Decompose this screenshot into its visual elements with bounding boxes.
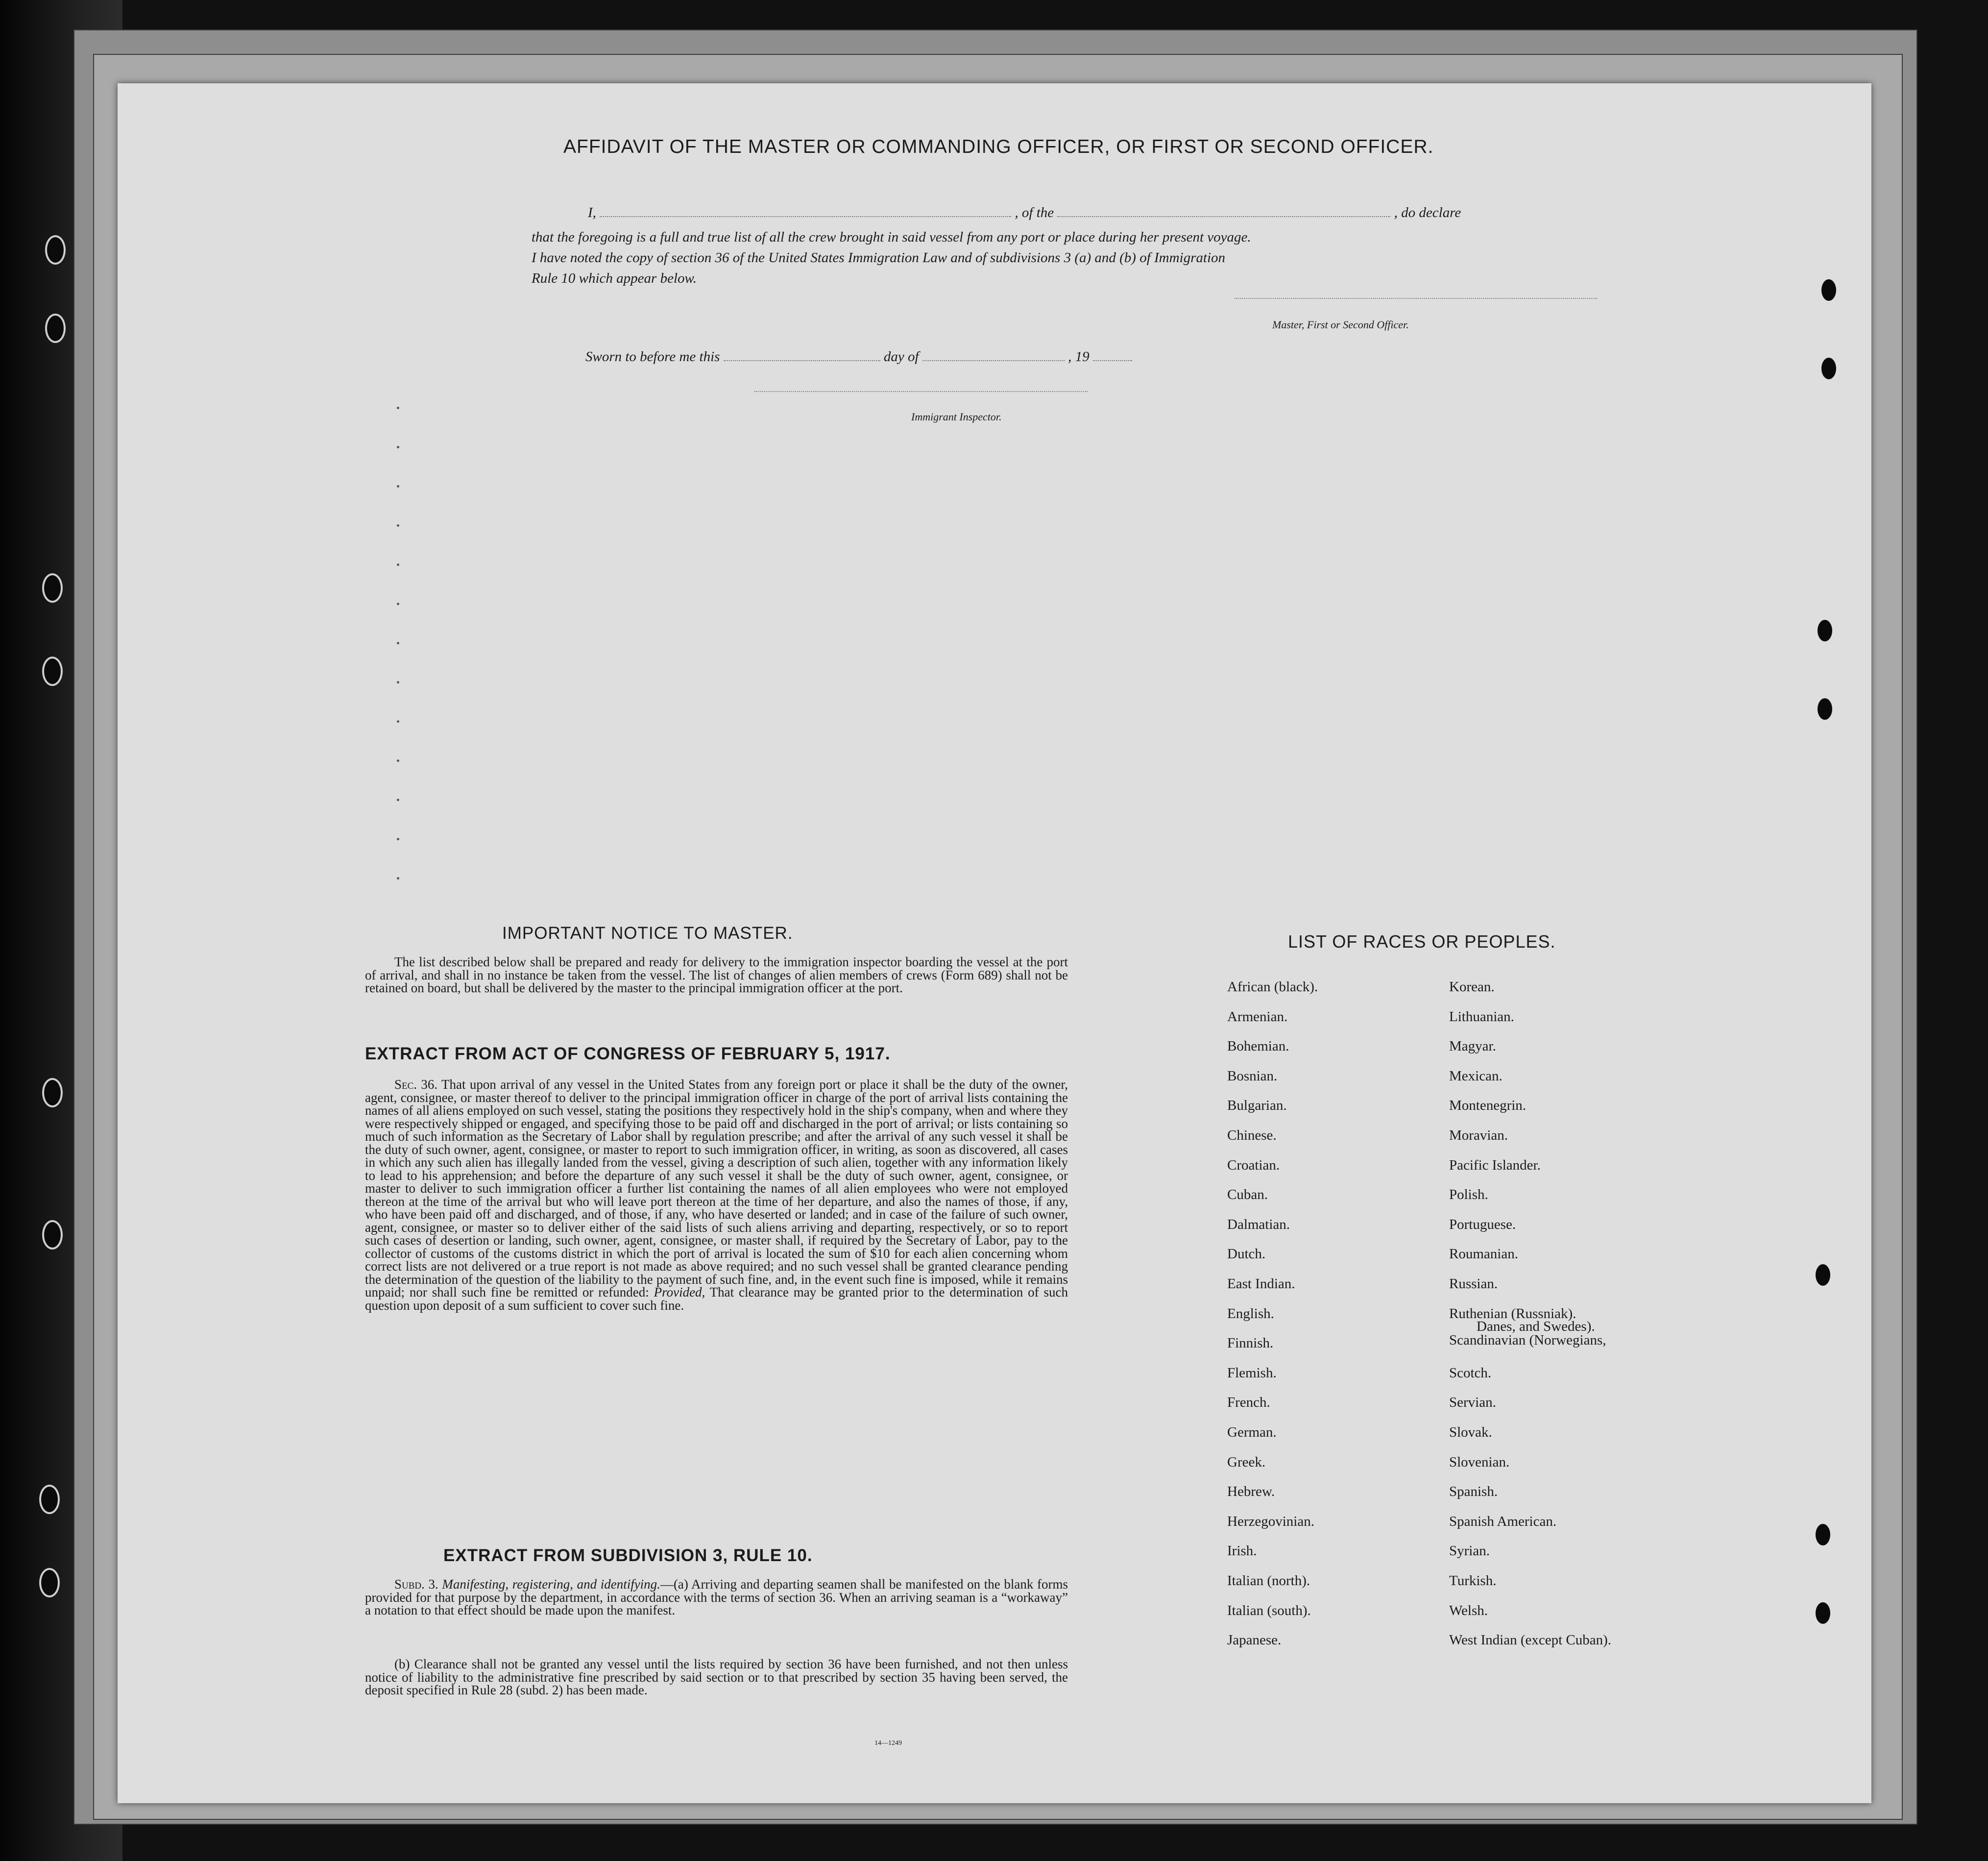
binder-hole	[39, 1568, 60, 1597]
affidavit-title: AFFIDAVIT OF THE MASTER OR COMMANDING OFFICER, OR FIRST OR SECOND OFFICER.	[563, 136, 1434, 157]
race-item: Italian (south).	[1227, 1602, 1311, 1618]
manifest-page	[118, 83, 1871, 1803]
race-item: Chinese.	[1227, 1127, 1277, 1143]
race-item: Flemish.	[1227, 1365, 1277, 1381]
binder-hole	[42, 657, 63, 686]
race-item: Herzegovinian.	[1227, 1513, 1314, 1529]
race-item: Servian.	[1449, 1395, 1496, 1411]
race-item: Turkish.	[1449, 1573, 1497, 1589]
sworn-line	[585, 349, 1132, 365]
races-title: LIST OF RACES OR PEOPLES.	[1288, 931, 1556, 952]
race-item: Spanish.	[1449, 1484, 1498, 1500]
binder-hole	[42, 1078, 63, 1107]
act-provided: Provided,	[654, 1285, 705, 1299]
punch-hole	[1818, 698, 1832, 720]
binder-hole	[45, 314, 66, 343]
race-item: Dalmatian.	[1227, 1216, 1290, 1232]
punch-hole	[1821, 279, 1836, 301]
affidavit-declare: , do declare	[1394, 205, 1461, 220]
binder-hole	[42, 1220, 63, 1249]
sworn-day-field[interactable]	[724, 360, 880, 361]
margin-dot	[397, 603, 399, 605]
race-item: Korean.	[1449, 979, 1495, 995]
race-item: Roumanian.	[1449, 1246, 1518, 1262]
race-item: East Indian.	[1227, 1276, 1295, 1292]
act-body-end: That clearance may be granted prior to the determination of such question upon deposit of a sum sufficient to cover such fine.	[365, 1285, 1068, 1313]
act-body	[365, 1078, 1068, 1312]
race-item: Welsh.	[1449, 1602, 1488, 1618]
race-item: Moravian.	[1449, 1127, 1508, 1143]
rule-subd-title: Manifesting, registering, and identifying.	[442, 1577, 660, 1592]
margin-dot	[397, 799, 399, 801]
race-item: Finnish.	[1227, 1335, 1274, 1351]
act-section-label: Sec. 36.	[394, 1077, 438, 1092]
sworn-text: Sworn to before me this	[585, 349, 720, 365]
race-item: English.	[1227, 1305, 1274, 1322]
punch-hole	[1816, 1524, 1830, 1545]
race-item: Slovenian.	[1449, 1454, 1510, 1470]
margin-dot	[397, 681, 399, 684]
race-item: Russian.	[1449, 1276, 1498, 1292]
year-text: , 19	[1068, 349, 1090, 365]
race-item: Bosnian.	[1227, 1068, 1278, 1084]
race-item: Slovak.	[1449, 1424, 1492, 1440]
affidavit-line-4: Rule 10 which appear below.	[532, 270, 697, 286]
rule-para-b: (b) Clearance shall not be granted any vessel until the lists required by section 36 have been furnished, and not then unless notice of liability to the administrative fine prescribed by said section or to that prescribed by section 35 having been served, the deposit specified in Rule 28 (subd. 2) has been made.	[365, 1657, 1068, 1697]
margin-dot	[397, 485, 399, 488]
affidavit-line-1	[588, 205, 1461, 221]
punch-hole	[1816, 1602, 1830, 1624]
notice-heading: IMPORTANT NOTICE TO MASTER.	[502, 924, 793, 943]
race-item: African (black).	[1227, 979, 1318, 995]
race-item: Syrian.	[1449, 1543, 1490, 1559]
race-item: Portuguese.	[1449, 1216, 1516, 1232]
signature-caption: Master, First or Second Officer.	[1272, 318, 1409, 331]
rule-subd-label: Subd. 3.	[394, 1577, 438, 1592]
margin-dot	[397, 446, 399, 448]
race-item: Croatian.	[1227, 1157, 1280, 1173]
act-heading: EXTRACT FROM ACT OF CONGRESS OF FEBRUARY 5, 1917.	[365, 1044, 891, 1063]
race-item: Ruthenian (Russniak).	[1449, 1305, 1576, 1322]
race-item: Magyar.	[1449, 1038, 1496, 1054]
race-item: Pacific Islander.	[1449, 1157, 1541, 1173]
day-of-text: day of	[883, 349, 919, 365]
race-item: Bulgarian.	[1227, 1098, 1287, 1114]
margin-dot	[397, 563, 399, 566]
margin-dot	[397, 407, 399, 409]
margin-dot	[397, 642, 399, 644]
race-item: Spanish American.	[1449, 1513, 1557, 1529]
race-item: West Indian (except Cuban).	[1449, 1632, 1612, 1648]
master-signature-line[interactable]	[1235, 298, 1597, 299]
race-item: Montenegrin.	[1449, 1098, 1527, 1114]
race-item: German.	[1227, 1424, 1277, 1440]
race-item: Japanese.	[1227, 1632, 1282, 1648]
race-item: Bohemian.	[1227, 1038, 1289, 1054]
affidavit-line-2: that the foregoing is a full and true list of all the crew brought in said vessel from any port or place during her present voyage.	[532, 229, 1251, 245]
race-item: Greek.	[1227, 1454, 1266, 1470]
margin-dot	[397, 877, 399, 880]
margin-dot	[397, 524, 399, 527]
margin-dot	[397, 720, 399, 723]
binder-hole	[42, 573, 63, 603]
form-number: 14—1249	[874, 1739, 902, 1747]
margin-dot	[397, 759, 399, 762]
rule-para-a-text: —(a) Arriving and departing seamen shall be manifested on the blank forms provided for that purpose by the department, in accordance with the terms of section 36. When an arriving seaman is a “workaway” a notation to that effect should be made upon the manifest.	[365, 1577, 1068, 1617]
race-item: Scandinavian (Norwegians,	[1449, 1332, 1606, 1348]
punch-hole	[1818, 620, 1832, 641]
rule-para-a	[365, 1578, 1068, 1617]
race-item: Scotch.	[1449, 1365, 1492, 1381]
punch-hole	[1816, 1264, 1830, 1286]
race-item: Danes, and Swedes).	[1477, 1318, 1595, 1334]
sworn-year-field[interactable]	[1093, 360, 1132, 361]
act-body-text: That upon arrival of any vessel in the United States from any foreign port or place it shall be the duty of the owner, agent, consignee, or master thereof to deliver to the principal immigration officer in charge of the port of arrival lists containing the names of all aliens employed on such vessel, stating the positions they respectively hold in the ship's company, when and where they were respectively shipped or engaged, and specifying those to be paid off and discharged in the port of arrival; or lists containing so much of such information as the Secretary of Labor shall by regulation prescribe; and after the arrival of any such vessel it shall be the duty of such owner, agent, consignee, or master to report to such immigration officer, in writing, as soon as discovered, all cases in which any such alien has illegally landed from the vessel, giving a description of such alien, together with any information likely to lead to his apprehension; and before the departure of any such vessel it shall be the duty of such owner, agent, consignee, or master to deliver to such immigration officer a further list containing the names of all alien employees who were not employed thereon at the time of the arrival but who will leave port thereon at the time of her departure, and also the names of those, if any, who have been paid off and discharged, and of those, if any, who have deserted or landed; and in case of the failure of such owner, agent, consignee, or master so to deliver either of the said lists of such aliens arriving and departing, respectively, or so to report such cases of desertion or landing, such owner, agent, consignee, or master shall, if required by the Secretary of Labor, pay to the collector of customs of the customs district in which the port of arrival is located the sum of $10 for each alien concerning whom correct lists are not delivered or a true report is not made as above required; and no such vessel shall be granted clearance pending the determination of the question of the liability to the payment of such fine, and, in the event such fine is imposed, while it remains unpaid; nor shall such fine be remitted or refunded:	[365, 1077, 1068, 1299]
notice-body: The list described below shall be prepared and ready for delivery to the immigration inspector boarding the vessel at the port of arrival, and shall in no instance be taken from the vessel. The list of changes of alien members of crews (Form 689) shall not be retained on board, but shall be delivered by the master to the principal immigration officer at the port.	[365, 955, 1068, 995]
race-item: Irish.	[1227, 1543, 1257, 1559]
race-item: Cuban.	[1227, 1187, 1268, 1203]
rule-heading: EXTRACT FROM SUBDIVISION 3, RULE 10.	[443, 1546, 813, 1565]
race-item: Hebrew.	[1227, 1484, 1275, 1500]
margin-dot	[397, 838, 399, 840]
race-item: Lithuanian.	[1449, 1008, 1514, 1025]
inspector-caption: Immigrant Inspector.	[911, 411, 1002, 423]
inspector-signature-line[interactable]	[754, 391, 1088, 392]
master-name-field[interactable]	[600, 216, 1011, 217]
vessel-name-field[interactable]	[1057, 216, 1390, 217]
sworn-month-field[interactable]	[922, 360, 1065, 361]
race-item: Mexican.	[1449, 1068, 1503, 1084]
race-item: Armenian.	[1227, 1008, 1288, 1025]
punch-hole	[1821, 358, 1836, 379]
affidavit-line-3: I have noted the copy of section 36 of the United States Immigration Law and of subdivisions 3 (a) and (b) of Immigration	[532, 250, 1226, 266]
race-item: Dutch.	[1227, 1246, 1266, 1262]
race-item: Italian (north).	[1227, 1573, 1310, 1589]
race-item: Polish.	[1449, 1187, 1488, 1203]
affidavit-of-the: , of the	[1015, 205, 1054, 220]
binder-hole	[39, 1485, 60, 1514]
affidavit-i: I,	[588, 205, 596, 220]
binder-hole	[45, 235, 66, 265]
race-item: French.	[1227, 1395, 1270, 1411]
